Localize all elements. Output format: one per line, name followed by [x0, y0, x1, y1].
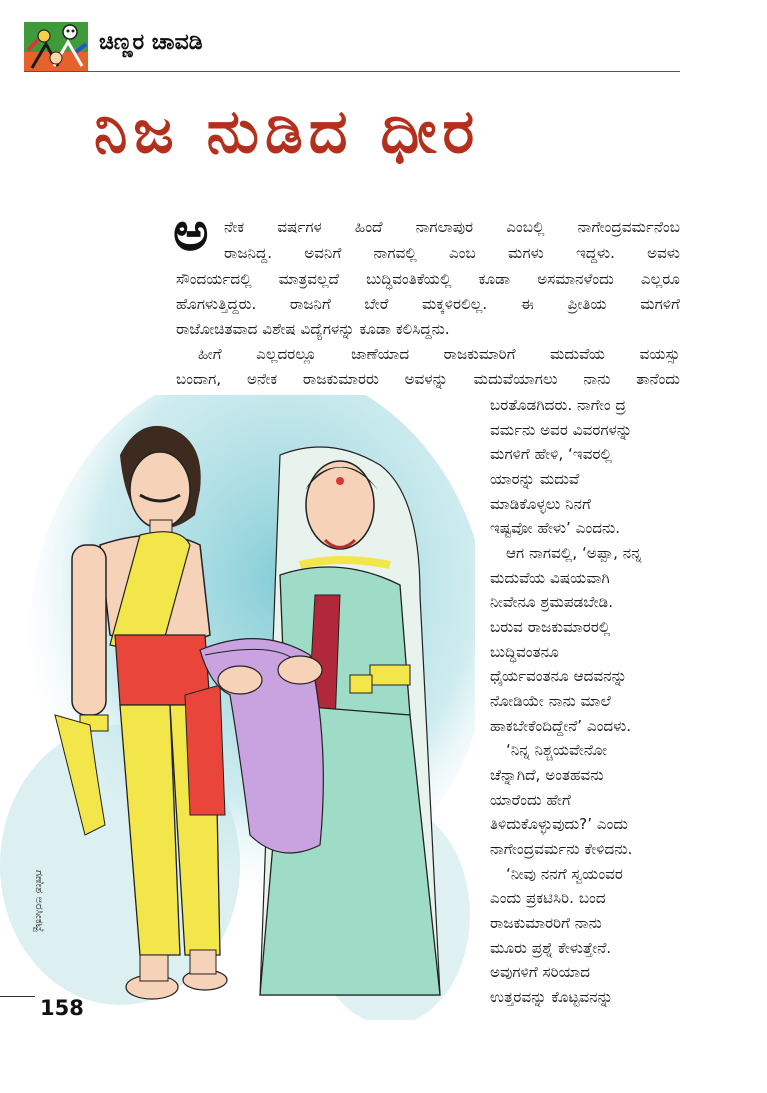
story-line: ಬಂದಾಗ, ಅನೇಕ ರಾಜಕುಮಾರರು ಅವಳನ್ನು ಮದುವೆಯಾಗಲು ನಾನು ತಾನೆಂದು [176, 370, 680, 388]
story-line: ಉತ್ತರವನ್ನು ಕೊಟ್ಟವನನ್ನು [490, 988, 614, 1006]
footer-divider [0, 996, 35, 997]
children-playground-logo-icon [24, 22, 88, 72]
story-line: ‘ನಿನ್ನ ನಿಶ್ಚಯವೇನೋ [506, 741, 607, 759]
story-line: ರಾಜೋಚಿತವಾದ ವಿಶೇಷ ವಿದ್ಯೆಗಳನ್ನು ಕೂಡಾ ಕಲಿಸಿದ್ದನು. [176, 320, 450, 338]
story-line: ಮೂರು ಪ್ರಶ್ನೆ ಕೇಳುತ್ತೇನೆ. [490, 939, 612, 957]
header-divider [24, 71, 680, 72]
story-line: ಸೌಂದರ್ಯದಲ್ಲಿ ಮಾತ್ರವಲ್ಲದೆ ಬುದ್ಧಿವಂತಿಕೆಯಲ್ಲಿ ಕೂಡಾ ಅಸಮಾನಳೆಂದು ಎಲ್ಲರೂ [176, 270, 680, 288]
story-line: ಆಗ ನಾಗವಲ್ಲಿ, ‘ಅಪ್ಪಾ, ನನ್ನ [506, 544, 642, 562]
story-line: ಇಷ್ಟವೋ ಹೇಳು’ ಎಂದನು. [490, 519, 621, 537]
story-line: ಚೆನ್ನಾಗಿದೆ, ಅಂತಹವನು [490, 766, 604, 784]
story-line: ನೇಕ ವರ್ಷಗಳ ಹಿಂದೆ ನಾಗಲಾಪುರ ಎಂಬಲ್ಲಿ ನಾಗೇಂದ್ರವರ್ಮನೆಂಬ [224, 218, 680, 236]
section-label: ಚಿಣ್ಣರ ಚಾವಡಿ [99, 30, 203, 55]
story-line: ಯಾರನ್ನು ಮದುವೆ [490, 470, 580, 488]
story-line: ಮಾಡಿಕೊಳ್ಳಲು ನಿನಗೆ [490, 495, 591, 513]
drop-cap: ಅ [173, 199, 209, 263]
story-title: ನಿಜ ನುಡಿದ ಧೀರ [94, 97, 481, 167]
story-line: ಹಾಕಬೇಕೆಂದಿದ್ದೇನೆ’ ಎಂದಳು. [490, 717, 632, 735]
story-line: ಅವುಗಳಿಗೆ ಸರಿಯಾದ [490, 963, 591, 981]
story-line: ನಾಗೇಂದ್ರವರ್ಮನು ಕೇಳಿದನು. [490, 840, 633, 858]
story-line: ಬುದ್ಧಿವಂತನೂ [490, 643, 559, 661]
story-line: ಬರುವ ರಾಜಕುಮಾರರಲ್ಲಿ [490, 618, 611, 636]
story-line: ಯಾರೆಂದು ಹೇಗೆ [490, 791, 571, 809]
story-line: ‘ನೀವು ನನಗೆ ಸ್ವಯಂವರ [506, 865, 623, 883]
story-line: ನೋಡಿಯೇ ನಾನು ಮಾಲೆ [490, 692, 611, 710]
page-number: 158 [40, 996, 84, 1020]
story-line: ರಾಜನಿದ್ದ. ಅವನಿಗೆ ನಾಗವಲ್ಲಿ ಎಂಬ ಮಗಳು ಇದ್ದಳು. ಅವಳು [224, 244, 680, 262]
story-line: ಹೀಗೆ ಎಲ್ಲದರಲ್ಲೂ ಜಾಣೆಯಾದ ರಾಜಕುಮಾರಿಗೆ ಮದುವೆಯ ವಯಸ್ಸು [198, 345, 680, 363]
story-line: ರಾಜಕುಮಾರರಿಗೆ ನಾನು [490, 914, 602, 932]
story-line: ನೀವೇನೂ ಶ್ರಮಪಡಬೇಡಿ. [490, 593, 614, 611]
story-line: ವರ್ಮನು ಅವರ ವಿವರಗಳನ್ನು [490, 421, 633, 439]
prince-and-princess-illustration-icon [0, 395, 475, 1020]
story-line: ಮಗಳಿಗೆ ಹೇಳಿ, ‘ಇವರಲ್ಲಿ [490, 445, 612, 463]
story-line: ಬರತೊಡಗಿದರು. ನಾಗೇಂ ದ್ರ [490, 396, 627, 414]
artist-credit: ಗಣೇಶ ಅರಸೀಕಟ್ಟೆ [33, 870, 46, 933]
story-line: ಧೈರ್ಯವಂತನೂ ಆದವನನ್ನು [490, 667, 627, 685]
story-line: ಮದುವೆಯ ವಿಷಯವಾಗಿ [490, 569, 610, 587]
story-line: ಎಂದು ಪ್ರಕಟಿಸಿರಿ. ಬಂದ [490, 889, 606, 907]
story-line: ಹೊಗಳುತ್ತಿದ್ದರು. ರಾಜನಿಗೆ ಬೇರೆ ಮಕ್ಕಳಿರಲಿಲ್ಲ. ಈ ಪ್ರೀತಿಯ ಮಗಳಿಗೆ [176, 295, 680, 313]
story-line: ತಿಳಿದುಕೊಳ್ಳುವುದು?’ ಎಂದು [490, 815, 628, 833]
